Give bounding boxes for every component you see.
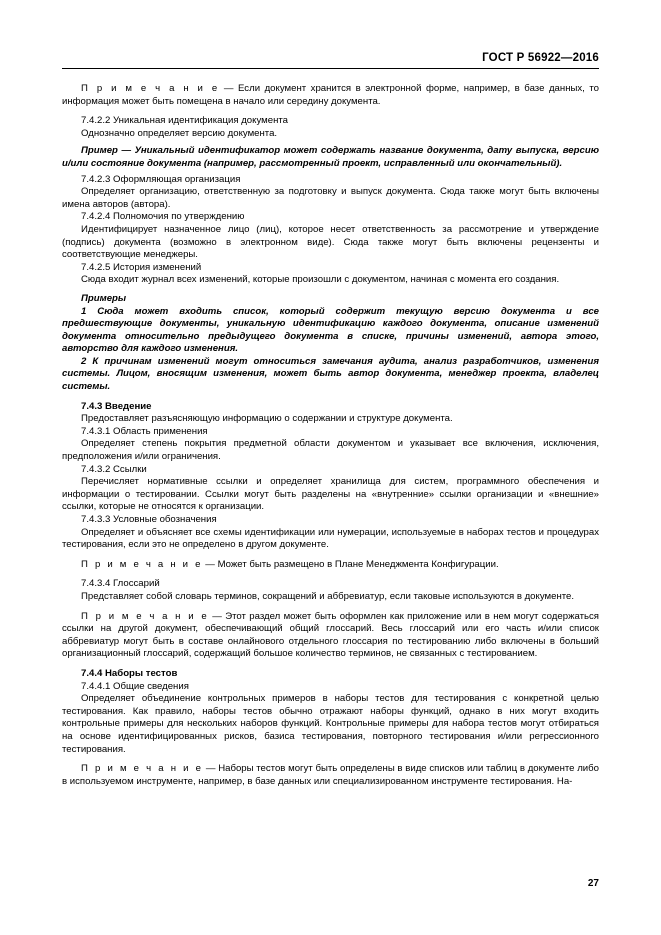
note-label: П р и м е ч а н и е <box>81 558 203 570</box>
standard-title: ГОСТ Р 56922—2016 <box>482 52 599 64</box>
example-item-2: 2 К причинам изменений могут относиться замечания аудита, анализ разработчиков, изменения системы. Лицом, вносящим изменения, может быть автор документа, менеджер проекта, владелец системы. <box>62 355 599 393</box>
page-content <box>62 83 599 788</box>
clause-7-4-2-2-text: Однозначно определяет версию документа. <box>81 127 278 139</box>
clause-7-4-2-4-text: Идентифицирует назначенное лицо (лиц), которое несет ответственность за рассмотрение и утверждение (подпись) документа (возможно в электронном виде). Сюда также могут быть включены рецензенты и соответствующие менеджеры. <box>62 223 599 261</box>
clause-7-4-4-heading: 7.4.4 Наборы тестов <box>81 667 178 679</box>
clause-7-4-3-3-text: Определяет и объясняет все схемы идентификации или нумерации, используемые в наборах тестов и процедурах тестирования, если это не определено в другом документе. <box>62 526 599 551</box>
clause-7-4-3-text: Предоставляет разъясняющую информацию о содержании и структуре документа. <box>81 413 453 425</box>
clause-7-4-2-5-heading: 7.4.2.5 История изменений <box>81 261 202 273</box>
note-text: — Этот раздел может быть оформлен как приложение или в нем могут содержаться ссылки на другой документ, обеспечивающий общий глоссарий. Весь глоссарий или его часть и/или список аббревиатур могут быть в составе онлайнового отдельного глоссария по тестированию либо включены в больший организационный глоссарий, содержащий большое количество терминов, не связанных с тестированием. <box>62 610 599 660</box>
clause-7-4-4-1-heading: 7.4.4.1 Общие сведения <box>81 680 189 692</box>
examples-heading: Примеры <box>81 292 127 304</box>
note-paragraph-3 <box>62 611 599 661</box>
page-number: 27 <box>587 878 599 889</box>
note-paragraph-2 <box>62 559 599 572</box>
clause-7-4-2-2-heading: 7.4.2.2 Уникальная идентификация документа <box>81 115 288 127</box>
page-header <box>62 52 599 69</box>
clause-7-4-3-2-text: Перечисляет нормативные ссылки и определяет хранилища для систем, программного обеспечения и информации о тестировании. Ссылки могут быть разделены на «внутренние» ссылки организации и «внешние» ссылки, которые не относятся к организации. <box>62 476 599 513</box>
clause-7-4-3-1-text: Определяет степень покрытия предметной области документом и указывает все включения, исключения, предположения и/или ограничения. <box>62 438 599 463</box>
note-label: П р и м е ч а н и е <box>81 610 209 622</box>
clause-7-4-2-5-text: Сюда входит журнал всех изменений, которые произошли с документом, начиная с момента его создания. <box>81 274 560 286</box>
clause-7-4-3-3-heading: 7.4.3.3 Условные обозначения <box>81 514 217 525</box>
clause-7-4-3-4-text: Представляет собой словарь терминов, сокращений и аббревиатур, если таковые используются в документе. <box>81 590 575 602</box>
clause-7-4-3-heading: 7.4.3 Введение <box>81 400 152 412</box>
clause-7-4-3-4-heading: 7.4.3.4 Глоссарий <box>81 578 160 590</box>
example-item-1: 1 Сюда может входить список, который содержит текущую версию документа и все предшествующие документы, уникальную идентификацию каждого документа, описание изменений документа относительно предыдущего документа в списке, причины изменений, автора этого, авторство для каждого изменения. <box>62 305 599 355</box>
note-paragraph-4 <box>62 763 599 788</box>
clause-7-4-2-3-heading: 7.4.2.3 Оформляющая организация <box>81 173 241 185</box>
clause-7-4-3-2-heading: 7.4.3.2 Ссылки <box>81 463 147 475</box>
clause-7-4-2-3-text: Определяет организацию, ответственную за подготовку и выпуск документа. Сюда также могут быть включены имена авторов (автора). <box>62 186 599 210</box>
example-paragraph-1: Пример — Уникальный идентификатор может содержать название документа, дату выпуска, версию и/или состояние документа (например, рассмотренный проект, исправленный или окончательный). <box>62 145 599 169</box>
note-text: — Наборы тестов могут быть определены в виде списков или таблиц в документе либо в используемом инструменте, например, в базе данных или специализированном инструменте тестирования. На- <box>62 763 599 787</box>
note-text: — Если документ хранится в электронной форме, например, в базе данных, то информация может быть помещена в начало или середину документа. <box>62 83 599 107</box>
clause-7-4-2-4-heading: 7.4.2.4 Полномочия по утверждению <box>81 211 245 223</box>
note-label: П р и м е ч а н и е <box>81 83 220 94</box>
clause-7-4-4-1-text: Определяет объединение контрольных примеров в наборы тестов для тестирования с конкретной целью тестирования. Как правило, наборы тестов обычно отражают наборы функций, однако в них могут входить контрольные примеры для нескольких наборов функций. Контрольные примеры для набора тестов могут отбираться на основе идентифицированных рисков, базиса тестирования, повторного тестирования и/или регрессионного тестирования. <box>62 693 599 755</box>
note-paragraph <box>62 83 599 108</box>
note-text: — Может быть размещено в Плане Менеджмента Конфигурации. <box>202 558 499 570</box>
clause-7-4-3-1-heading: 7.4.3.1 Область применения <box>81 425 208 437</box>
note-label: П р и м е ч а н и е <box>81 763 204 775</box>
